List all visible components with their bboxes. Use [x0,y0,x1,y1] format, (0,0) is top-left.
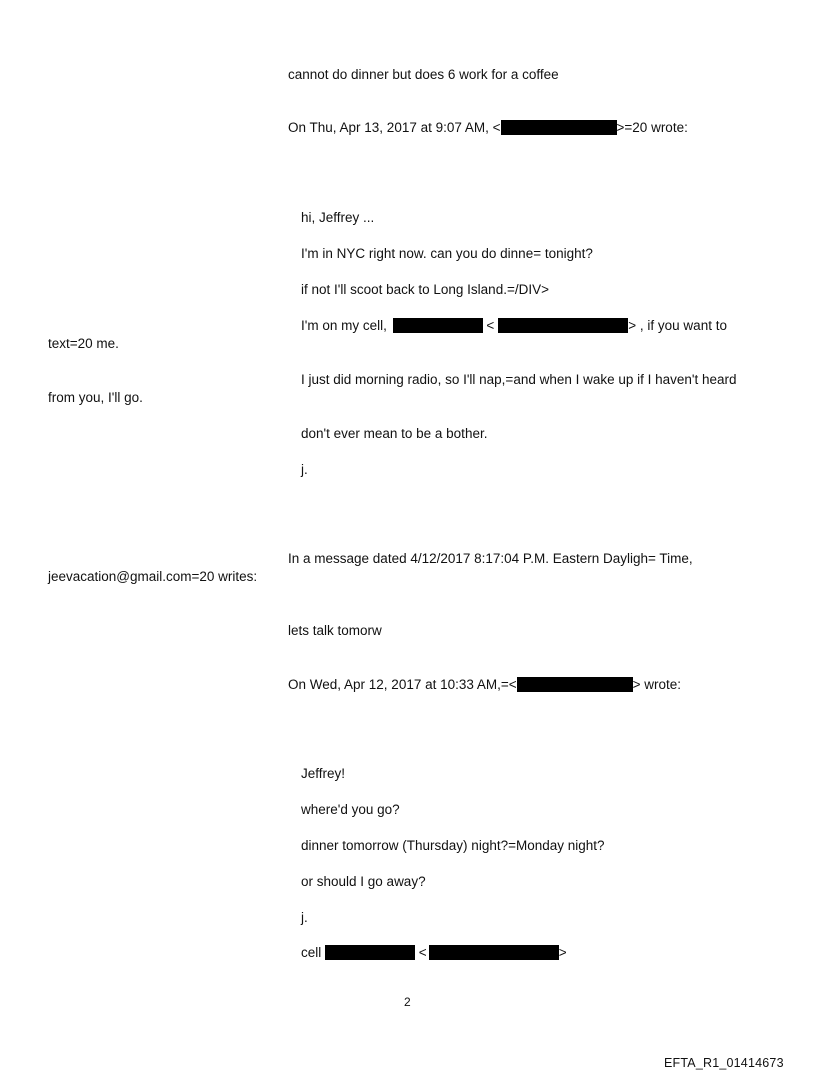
body-line: I'm in NYC right now. can you do dinne= tonight? [301,246,593,261]
redacted-email [501,120,617,135]
body-line: if not I'll scoot back to Long Island.=/DIV> [301,282,549,297]
body-line: dinner tomorrow (Thursday) night?=Monday night? [301,838,605,853]
redacted-phone [393,318,483,333]
signature: j. [301,910,308,925]
body-line: or should I go away? [301,874,426,889]
redacted-email [517,677,633,692]
body-line: I just did morning radio, so I'll nap,=and when I wake up if I haven't heard [301,372,737,387]
body-line: don't ever mean to be a bother. [301,426,488,441]
greeting: Jeffrey! [301,766,346,781]
wrapped-line: from you, I'll go. [48,390,143,405]
quote-header-2: In a message dated 4/12/2017 8:17:04 P.M. Eastern Dayligh= Time, [288,551,693,566]
page-number: 2 [404,995,411,1009]
greeting: hi, Jeffrey ... [301,210,375,225]
body-line: where'd you go? [301,802,400,817]
body-line-cell: cell < > [301,945,567,960]
signature: j. [301,462,308,477]
bates-number: EFTA_R1_01414673 [664,1056,784,1070]
wrapped-line: jeevacation@gmail.com=20 writes: [48,569,258,584]
redacted-phone [325,945,415,960]
reply-line: lets talk tomorw [288,623,382,638]
redacted-link [498,318,628,333]
quote-header-3: On Wed, Apr 12, 2017 at 10:33 AM,=< > wrote: [288,677,682,692]
quote-header-1: On Thu, Apr 13, 2017 at 9:07 AM, < >=20 wrote: [288,120,688,135]
redacted-link [429,945,559,960]
wrapped-line: text=20 me. [48,336,119,351]
body-line-cell: I'm on my cell, < > , if you want to [301,318,727,333]
reply-line: cannot do dinner but does 6 work for a coffee [288,67,559,82]
